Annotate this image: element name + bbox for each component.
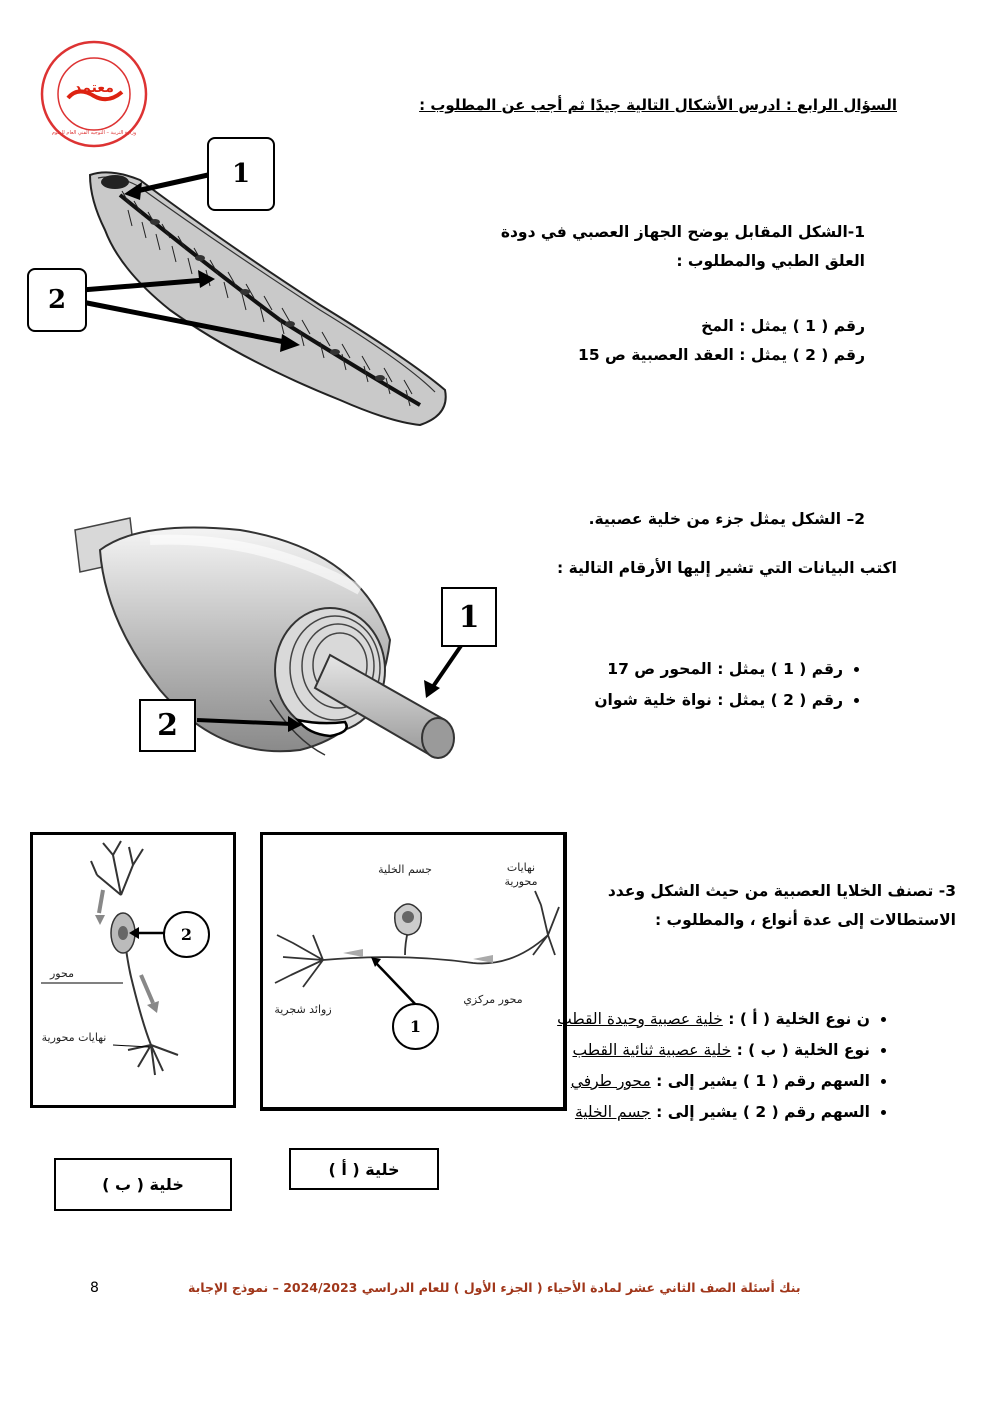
q3-line-2: الاستطالات إلى عدة أنواع ، والمطلوب : [654,911,956,929]
q2-line-2: اكتب البيانات التي تشير إليها الأرقام التالية : [556,559,897,577]
fig-a-terminals-label: نهايات محورية [504,861,538,888]
q2-answer-2: • رقم ( 2 ) يمثل : نواة خلية شوان [465,686,843,715]
fig-a-cell-body-label: جسم الخلية [378,863,432,876]
q2-answers [465,655,865,717]
circle-1: 1 [392,1003,439,1050]
stamp-text: معتمد [74,80,114,96]
q3-answers [552,1005,892,1129]
cell-a-figure [260,832,567,1111]
label-box-1: 1 [207,137,275,211]
q1-line-1: 1-الشكل المقابل يوضح الجهاز العصبي في دودة [500,223,865,241]
q3-answer-cell-a: • ن نوع الخلية ( أ ) : خلية عصبية وحيدة القطب [552,1005,870,1034]
cell-b-label: خلية ( ب ) [54,1158,232,1211]
cell-a-label: خلية ( أ ) [289,1148,439,1190]
stamp-ring-text: وزارة التربية – التوجيه الفني العام للعلوم [51,130,137,136]
q3-answer-arrow-2: • السهم رقم ( 2 ) يشير إلى : جسم الخلية [552,1098,870,1127]
q1-line-2: العلق الطبي والمطلوب : [676,252,865,270]
circle-2: 2 [163,911,210,958]
q1-answer-1: رقم ( 1 ) يمثل : المخ [701,317,865,335]
cell-b-answer: خلية عصبية ثنائية القطب [572,1041,732,1059]
page-number: 8 [90,1280,99,1296]
q2-prompt [497,505,897,583]
myelin-sheath-figure [60,510,480,770]
q3-line-1: 3- تصنف الخلايا العصبية من حيث الشكل وعدد [607,882,956,900]
q2-answer-1: • رقم ( 1 ) يمثل : المحور ص 17 [465,655,843,684]
fig-a-central-axon-label: محور مركزي [463,993,523,1006]
q1-answer-2: رقم ( 2 ) يمثل : العقد العصبية ص 15 [578,346,865,364]
cell-b-figure [30,832,236,1108]
fig-b-terminals-label: نهايات محورية [41,1031,107,1044]
q3-answer-arrow-1: • السهم رقم ( 1 ) يشير إلى : محور طرفي [552,1067,870,1096]
q3-answer-cell-b: • نوع الخلية ( ب ) : خلية عصبية ثنائية القطب [552,1036,870,1065]
fig-a-dendrites-label: زوائد شجرية [274,1003,332,1016]
q3-prompt [556,877,956,935]
fig-b-axon-label: محور [50,967,74,980]
cell-a-answer: خلية عصبية وحيدة القطب [557,1010,723,1028]
label-box-2: 2 [139,699,196,752]
arrow-1-answer: محور طرفي [570,1072,651,1090]
label-box-2: 2 [27,268,87,332]
q1-answers [465,312,865,370]
q2-line-1: 2– الشكل يمثل جزء من خلية عصبية. [588,510,865,528]
footer-text: بنك أسئلة الصف الثاني عشر لمادة الأحياء ( الجزء الأول ) للعام الدراسي 2024/2023 – نموذج الإجابة [188,1280,801,1295]
arrow-2-answer: جسم الخلية [574,1103,651,1121]
question-title: السؤال الرابع : ادرس الأشكال التالية جيدًا ثم أجب عن المطلوب : [419,96,897,114]
label-box-1: 1 [441,587,497,647]
q1-prompt [465,218,865,276]
